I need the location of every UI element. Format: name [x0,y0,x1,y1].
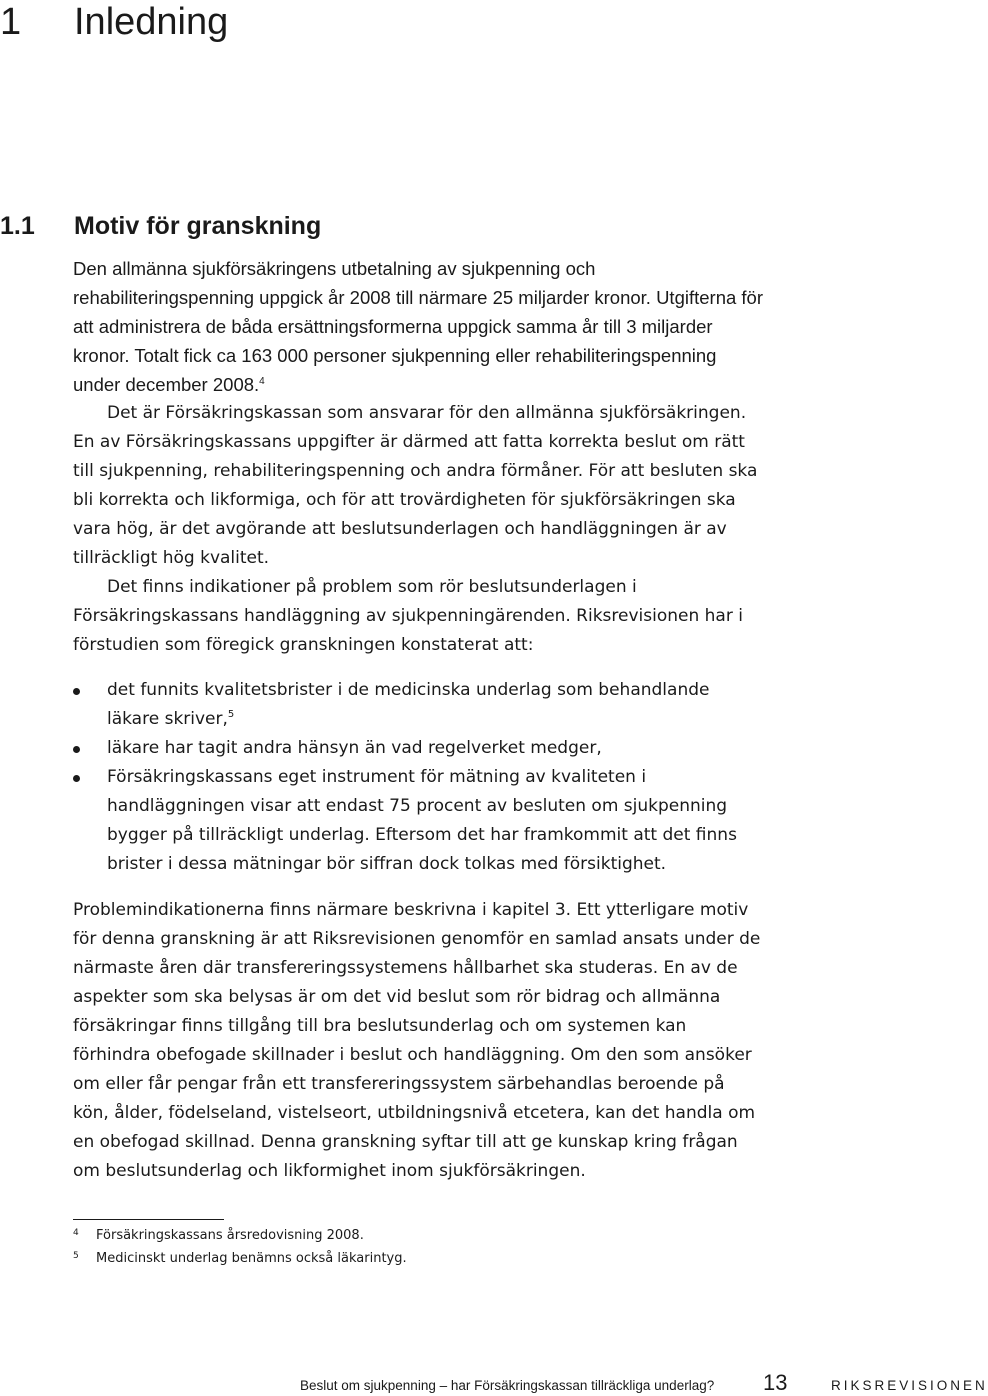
footnote-ref-5: 5 [227,709,235,720]
list-item [73,734,763,763]
paragraph-4: Problemindikationerna finns närmare beskrivna i kapitel 3. Ett ytterligare motiv för denna granskning är att Riksrevisionen genomför en samlad ansats under de närmaste åren där transfereringssystemens hållbarhet ska studeras. En av de aspekter som ska belysas är om det vid beslut som rör bidrag och allmänna försäkringar finns tillgång till bra beslutsunderlag och om systemen kan förhindra obefogade skillnader i beslut och handläggning. Om den som ansöker om eller får pengar från ett transfereringssystem särbehandlas beroende på kön, ålder, födelseland, vistelseort, utbildningsnivå etcetera, kan det handla om en obefogad skillnad. Denna granskning syftar till att ge kunskap kring frågan om beslutsunderlag och likformighet inom sjukförsäkringen. [73,900,761,1181]
footnote-text: Försäkringskassans årsredovisning 2008. [96,1228,364,1243]
list-item-text: Försäkringskassans eget instrument för mätning av kvaliteten i handläggningen visar att endast 75 procent av besluten om sjukpenning bygger på tillräckligt underlag. Eftersom det har framkommit att det finns brister i dessa mätningar bör siffran dock tolkas med försiktighet. [107,767,737,874]
footer-document-title: Beslut om sjukpenning – har Försäkringskassan tillräckliga underlag? [300,1378,715,1393]
bullet-icon [73,775,80,782]
list-item-text: läkare har tagit andra hänsyn än vad regelverket medger, [107,738,602,758]
list-item [73,763,763,879]
chapter-number: 1 [0,1,22,43]
paragraph-3: Det finns indikationer på problem som rör beslutsunderlagen i Försäkringskassans handläggning av sjukpenningärenden. Riksrevisionen har i förstudien som föregick granskningen konstaterat att: [73,577,743,655]
footnote-divider [73,1219,224,1220]
findings-list [73,676,763,879]
page-number: 13 [763,1370,788,1395]
paragraph-1 [73,254,763,399]
paragraph-2: Det är Försäkringskassan som ansvarar för den allmänna sjukförsäkringen. En av Försäkringskassans uppgifter är därmed att fatta korrekta beslut om rätt till sjukpenning, rehabiliteringspenning och andra förmåner. För att besluten ska bli korrekta och likformiga, och för att trovärdigheten för sjukförsäkringen ska vara hög, är det avgörande att beslutsunderlagen och handläggningen är av tillräckligt hög kvalitet. [73,403,758,568]
section-number: 1.1 [0,212,35,240]
bullet-icon [73,746,80,753]
list-item [73,676,763,734]
footnote-ref-4: 4 [259,376,265,387]
footnote-number: 4 [73,1228,79,1238]
footnote-text: Medicinskt underlag benämns också läkarintyg. [96,1251,407,1266]
paragraph-1-text: Den allmänna sjukförsäkringens utbetalning av sjukpenning och rehabiliteringspenning uppgick år 2008 till närmare 25 miljarder kronor. Utgifterna för att administrera de båda ersättningsformerna uppgick samma år till 3 miljarder kronor. Totalt fick ca 163 000 personer sjukpenning eller rehabiliteringspenning under december 2008. [73,258,764,395]
chapter-title: Inledning [74,1,229,43]
section-title: Motiv för granskning [74,212,322,240]
list-item-text: det funnits kvalitetsbrister i de medicinska underlag som behandlande läkare skriver, [107,680,710,729]
bullet-icon [73,688,80,695]
footer-brand: RIKSREVISIONEN [831,1378,988,1393]
footnote-number: 5 [73,1251,79,1261]
